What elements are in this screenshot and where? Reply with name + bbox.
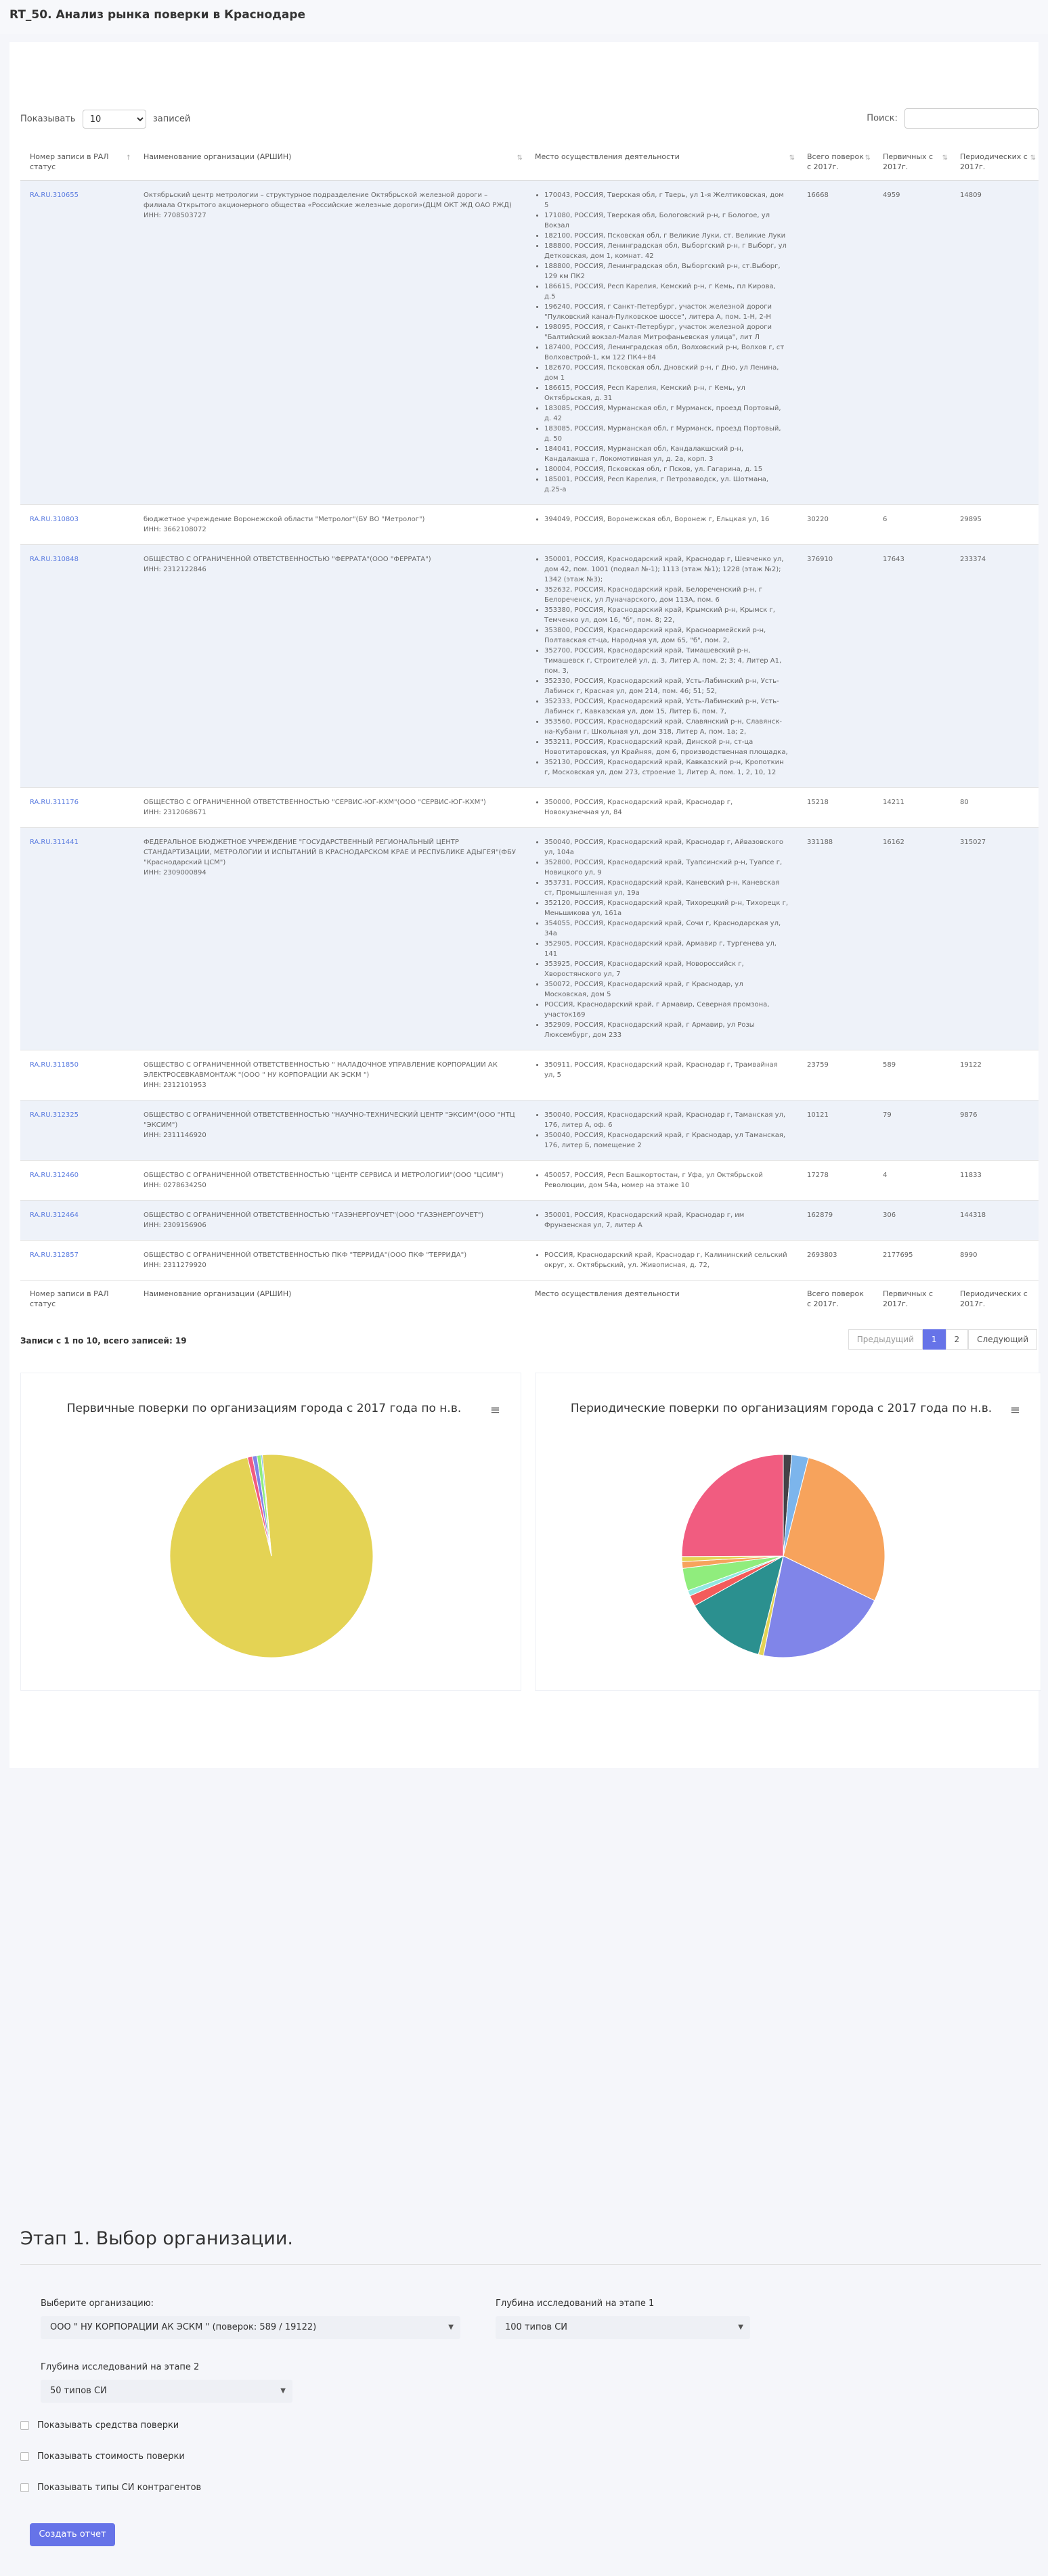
data-table — [20, 143, 1039, 1317]
org-cell — [134, 828, 525, 1050]
place-item: • 350072, РОССИЯ, Краснодарский край, г Краснодар, ул Московская, дом 5 — [544, 979, 788, 1000]
record-cell — [20, 505, 134, 545]
caret-down-icon: ▼ — [738, 2324, 743, 2331]
total-cell: 23759 — [798, 1050, 873, 1101]
org-cell — [134, 181, 525, 505]
place-item: • 187400, РОССИЯ, Ленинградская обл, Волховский р-н, Волхов г, ст Волховстрой-1, км 122 ПК4+84 — [544, 342, 788, 363]
record-cell — [20, 1101, 134, 1161]
place-cell — [525, 181, 798, 505]
place-item: • 350001, РОССИЯ, Краснодарский край, Краснодар г, им Фрунзенская ул, 7, литер А — [544, 1210, 788, 1230]
org-inn: ИНН: 2312101953 — [144, 1082, 206, 1089]
primary-cell: 6 — [873, 505, 951, 545]
col-header-record[interactable]: Номер записи в РАЛ статус ↑ — [20, 143, 134, 181]
place-item: • 186615, РОССИЯ, Респ Карелия, Кемский р-н, г Кемь, ул Октябрьская, д. 31 — [544, 383, 788, 403]
show-types-checkbox[interactable] — [20, 2483, 201, 2493]
total-cell: 15218 — [798, 788, 873, 828]
record-link[interactable]: RA.RU.310655 — [30, 192, 79, 199]
chart-title: Периодические поверки по организациям города с 2017 года по н.в. — [570, 1402, 992, 1415]
primary-cell: 16162 — [873, 828, 951, 1050]
depth2-select[interactable] — [41, 2380, 292, 2403]
periodic-cell: 9876 — [951, 1101, 1039, 1161]
depth2-select-value: 50 типов СИ — [50, 2386, 107, 2396]
checkbox-icon — [20, 2421, 29, 2430]
place-item: • 184041, РОССИЯ, Мурманская обл, Кандалакшский р-н, Кандалакша г, Локомотивная ул, д. 2а, корп. 3 — [544, 444, 788, 464]
record-cell — [20, 788, 134, 828]
place-list — [535, 190, 788, 495]
next-page-button[interactable]: Следующий — [968, 1329, 1037, 1350]
place-item: • 352800, РОССИЯ, Краснодарский край, Туапсинский р-н, Туапсе г, Новицкого ул, 9 — [544, 858, 788, 878]
checkbox-label: Показывать типы СИ контрагентов — [37, 2483, 202, 2493]
primary-cell: 2177695 — [873, 1241, 951, 1281]
primary-cell: 589 — [873, 1050, 951, 1101]
org-inn: ИНН: 7708503727 — [144, 212, 206, 219]
org-cell — [134, 1101, 525, 1161]
org-name: ОБЩЕСТВО С ОГРАНИЧЕННОЙ ОТВЕТСТВЕННОСТЬЮ "ФЕРРАТА"(ООО "ФЕРРАТА") — [144, 556, 431, 563]
record-cell — [20, 545, 134, 788]
checkbox-icon — [20, 2483, 29, 2492]
total-cell: 10121 — [798, 1101, 873, 1161]
org-name: ОБЩЕСТВО С ОГРАНИЧЕННОЙ ОТВЕТСТВЕННОСТЬЮ "ЦЕНТР СЕРВИСА И МЕТРОЛОГИИ"(ООО "ЦСИМ") — [144, 1172, 504, 1179]
place-item: • 354055, РОССИЯ, Краснодарский край, Сочи г, Краснодарская ул, 34а — [544, 918, 788, 939]
place-item: • 352120, РОССИЯ, Краснодарский край, Тихорецкий р-н, Тихорецк г, Меньшикова ул, 161а — [544, 898, 788, 918]
sort-icon: ⇅ — [942, 154, 948, 162]
org-inn: ИНН: 2309000894 — [144, 869, 206, 876]
col-footer-org: Наименование организации (АРШИН) — [134, 1281, 525, 1318]
place-list — [535, 1210, 788, 1230]
periodic-cell: 29895 — [951, 505, 1039, 545]
place-item: • 170043, РОССИЯ, Тверская обл, г Тверь, ул 1-я Желтиковская, дом 5 — [544, 190, 788, 210]
col-footer-total: Всего поверок с 2017г. — [798, 1281, 873, 1318]
primary-cell: 79 — [873, 1101, 951, 1161]
col-footer-primary: Первичных с 2017г. — [873, 1281, 951, 1318]
periodic-cell: 233374 — [951, 545, 1039, 788]
place-list — [535, 554, 788, 778]
place-cell — [525, 788, 798, 828]
divider — [20, 2264, 1041, 2265]
total-cell: 30220 — [798, 505, 873, 545]
show-tools-checkbox[interactable] — [20, 2420, 179, 2430]
place-cell — [525, 545, 798, 788]
col-footer-record: Номер записи в РАЛ статус — [20, 1281, 134, 1318]
search-control — [867, 108, 1039, 129]
sort-icon: ⇅ — [865, 154, 871, 162]
place-item: • 185001, РОССИЯ, Респ Карелия, г Петрозаводск, ул. Шотмана, д.25-а — [544, 474, 788, 495]
primary-cell: 4 — [873, 1161, 951, 1201]
table-row — [20, 788, 1039, 828]
caret-down-icon: ▼ — [280, 2387, 286, 2395]
table-row — [20, 545, 1039, 788]
place-item: • 353800, РОССИЯ, Краснодарский край, Красноармейский р-н, Полтавская ст-ца, Народная ул, дом 65, "б", пом. 2, — [544, 625, 788, 646]
place-item: • 188800, РОССИЯ, Ленинградская обл, Выборгский р-н, ст.Выборг, 129 км ПК2 — [544, 261, 788, 282]
col-footer-periodic: Периодических с 2017г. — [951, 1281, 1039, 1318]
place-item: • 352333, РОССИЯ, Краснодарский край, Усть-Лабинский р-н, Усть-Лабинск г, Кавказская ул, дом 15, Литер Б, пом. 7, — [544, 696, 788, 717]
total-cell: 331188 — [798, 828, 873, 1050]
org-name: бюджетное учреждение Воронежской области "Метролог"(БУ ВО "Метролог") — [144, 516, 425, 523]
place-item: • 171080, РОССИЯ, Тверская обл, Бологовский р-н, г Бологое, ул Вокзал — [544, 210, 788, 231]
org-name: ОБЩЕСТВО С ОГРАНИЧЕННОЙ ОТВЕТСТВЕННОСТЬЮ "ГАЗЭНЕРГОУЧЕТ"(ООО "ГАЗЭНЕРГОУЧЕТ") — [144, 1212, 484, 1219]
primary-cell: 17643 — [873, 545, 951, 788]
org-inn: ИНН: 2312122846 — [144, 566, 206, 573]
pie-svg — [536, 1373, 1042, 1691]
stage-title: Этап 1. Выбор организации. — [20, 2228, 293, 2249]
record-cell — [20, 1201, 134, 1241]
place-item: • 188800, РОССИЯ, Ленинградская обл, Выборгский р-н, г Выборг, ул Детковская, дом 1, комнат. 42 — [544, 241, 788, 261]
table-row — [20, 1161, 1039, 1201]
place-item: • 183085, РОССИЯ, Мурманская обл, г Мурманск, проезд Портовый, д. 50 — [544, 424, 788, 444]
org-name: ОБЩЕСТВО С ОГРАНИЧЕННОЙ ОТВЕТСТВЕННОСТЬЮ "СЕРВИС-ЮГ-КХМ"(ООО "СЕРВИС-ЮГ-КХМ") — [144, 799, 486, 806]
length-label: Показывать — [20, 114, 76, 125]
table-row — [20, 1050, 1039, 1101]
record-link[interactable]: RA.RU.311850 — [30, 1061, 79, 1069]
table-header-row — [20, 143, 1039, 181]
record-link[interactable]: RA.RU.311176 — [30, 799, 79, 806]
org-label: Выберите организацию: — [41, 2299, 154, 2309]
depth1-select[interactable] — [496, 2316, 750, 2339]
place-item: • 353380, РОССИЯ, Краснодарский край, Крымский р-н, Крымск г, Темченко ул, дом 16, "б", пом. 8; 22, — [544, 605, 788, 625]
org-inn: ИНН: 2311146920 — [144, 1132, 206, 1139]
total-cell: 162879 — [798, 1201, 873, 1241]
place-cell — [525, 1050, 798, 1101]
record-cell — [20, 828, 134, 1050]
checkbox-icon — [20, 2452, 29, 2461]
length-select[interactable] — [83, 110, 146, 129]
show-cost-checkbox[interactable] — [20, 2451, 185, 2462]
place-item: • 183085, РОССИЯ, Мурманская обл, г Мурманск, проезд Портовый, д. 42 — [544, 403, 788, 424]
length-suffix: записей — [152, 114, 191, 125]
sort-icon: ↑ — [125, 154, 131, 162]
search-input[interactable] — [904, 108, 1039, 129]
record-cell — [20, 1241, 134, 1281]
place-list — [535, 837, 788, 1040]
place-item: • 186615, РОССИЯ, Респ Карелия, Кемский р-н, г Кемь, пл Кирова, д.5 — [544, 282, 788, 302]
place-item: • 350911, РОССИЯ, Краснодарский край, Краснодар г, Трамвайная ул, 5 — [544, 1060, 788, 1080]
org-inn: ИНН: 0278634250 — [144, 1182, 206, 1189]
org-inn: ИНН: 2311279920 — [144, 1262, 206, 1269]
record-cell — [20, 181, 134, 505]
total-cell: 16668 — [798, 181, 873, 505]
place-item: • 196240, РОССИЯ, г Санкт-Петербург, участок железной дороги "Пулковский канал-Пулковское шоссе", литера А, пом. 1-Н, 2-Н — [544, 302, 788, 322]
periodic-cell: 8990 — [951, 1241, 1039, 1281]
create-report-button[interactable]: Создать отчет — [30, 2523, 115, 2546]
place-item: • 352330, РОССИЯ, Краснодарский край, Усть-Лабинский р-н, Усть-Лабинск г, Красная ул, дом 214, пом. 46; 51; 52, — [544, 676, 788, 696]
periodic-cell: 11833 — [951, 1161, 1039, 1201]
org-cell — [134, 1201, 525, 1241]
org-inn: ИНН: 2309156906 — [144, 1222, 206, 1229]
table-row — [20, 828, 1039, 1050]
place-item: • РОССИЯ, Краснодарский край, Краснодар г, Калининский сельский округ, х. Октябрьский, ул. Живописная, д. 72, — [544, 1250, 788, 1270]
place-item: • 350040, РОССИЯ, Краснодарский край, Краснодар г, Айвазовского ул, 104а — [544, 837, 788, 858]
org-name: Октябрьский центр метрологии – структурное подразделение Октябрьской железной дороги – филиала Открытого акционерного общества «Российские железные дороги»(ДЦМ ОКТ ЖД ОАО РЖД) — [144, 192, 512, 209]
total-cell: 17278 — [798, 1161, 873, 1201]
pie-slice-11[interactable] — [682, 1454, 783, 1557]
col-footer-place: Место осуществления деятельности — [525, 1281, 798, 1318]
place-item: • 353211, РОССИЯ, Краснодарский край, Динской р-н, ст-ца Новотитаровская, ул Крайняя, дом 6, производственная площадка, — [544, 737, 788, 757]
table-row — [20, 1241, 1039, 1281]
primary-cell: 4959 — [873, 181, 951, 505]
table-info: Записи с 1 по 10, всего записей: 19 — [20, 1336, 187, 1346]
org-cell — [134, 1050, 525, 1101]
table-row — [20, 181, 1039, 505]
checkbox-label: Показывать средства поверки — [37, 2420, 179, 2430]
page-1-button[interactable]: 1 — [923, 1329, 946, 1350]
place-cell — [525, 1241, 798, 1281]
org-select[interactable] — [41, 2316, 460, 2339]
place-item: • 350001, РОССИЯ, Краснодарский край, Краснодар г, Шевченко ул, дом 42, пом. 1001 (подвал №-1); 1113 (этаж №1); 1228 (этаж №2); 1342 (этаж №3); — [544, 554, 788, 585]
periodic-pie-chart — [535, 1373, 1041, 1691]
checkbox-label: Показывать стоимость поверки — [37, 2451, 185, 2462]
place-list — [535, 1170, 788, 1191]
org-cell — [134, 545, 525, 788]
depth1-select-value: 100 типов СИ — [505, 2322, 568, 2332]
periodic-cell: 80 — [951, 788, 1039, 828]
org-cell — [134, 505, 525, 545]
record-cell — [20, 1050, 134, 1101]
chart-title: Первичные поверки по организациям города с 2017 года по н.в. — [66, 1402, 462, 1415]
sort-icon: ⇅ — [789, 154, 795, 162]
place-item: • 353560, РОССИЯ, Краснодарский край, Славянский р-н, Славянск-на-Кубани г, Школьная ул, дом 318, Литер А, пом. 1а; 2, — [544, 717, 788, 737]
place-cell — [525, 1101, 798, 1161]
total-cell: 376910 — [798, 545, 873, 788]
col-header-place[interactable]: Место осуществления деятельности ⇅ — [525, 143, 798, 181]
col-header-periodic[interactable]: Периодических с 2017г. ⇅ — [951, 143, 1039, 181]
place-item: • 352130, РОССИЯ, Краснодарский край, Кавказский р-н, Кропоткин г, Московская ул, дом 273, строение 1, Литер А, пом. 1, 2, 10, 12 — [544, 757, 788, 778]
record-cell — [20, 1161, 134, 1201]
sort-icon: ⇅ — [517, 154, 523, 162]
place-list — [535, 1060, 788, 1080]
record-link[interactable]: RA.RU.312464 — [30, 1212, 79, 1219]
primary-cell: 306 — [873, 1201, 951, 1241]
sort-icon: ⇅ — [1030, 154, 1036, 162]
col-header-total[interactable]: Всего поверок с 2017г. ⇅ — [798, 143, 873, 181]
col-header-primary[interactable]: Первичных с 2017г. ⇅ — [873, 143, 951, 181]
search-label: Поиск: — [867, 113, 898, 124]
org-name: ОБЩЕСТВО С ОГРАНИЧЕННОЙ ОТВЕТСТВЕННОСТЬЮ ПКФ "ТЕРРИДА"(ООО ПКФ "ТЕРРИДА") — [144, 1251, 467, 1259]
table-footer-row — [20, 1281, 1039, 1318]
place-list — [535, 514, 788, 525]
place-item: • 198095, РОССИЯ, г Санкт-Петербург, участок железной дороги "Балтийский вокзал-Малая Митрофаньевская улица", лит Л — [544, 322, 788, 342]
primary-pie-chart — [20, 1373, 521, 1691]
place-item: • 350040, РОССИЯ, Краснодарский край, г Краснодар, ул Таманская, 176, литер Б, помещение 2 — [544, 1130, 788, 1151]
chart-menu-icon[interactable]: ≡ — [489, 1403, 500, 1417]
caret-down-icon: ▼ — [448, 2324, 454, 2331]
org-name: ФЕДЕРАЛЬНОЕ БЮДЖЕТНОЕ УЧРЕЖДЕНИЕ "ГОСУДАРСТВЕННЫЙ РЕГИОНАЛЬНЫЙ ЦЕНТР СТАНДАРТИЗАЦИИ, МЕТРОЛОГИИ И ИСПЫТАНИЙ В КРАСНОДАРСКОМ КРАЕ И РЕСПУБЛИКЕ АДЫГЕЯ"(ФБУ "Краснодарский ЦСМ") — [144, 839, 516, 866]
place-item: • 350040, РОССИЯ, Краснодарский край, Краснодар г, Таманская ул, 176, литер А, оф. 6 — [544, 1110, 788, 1130]
place-item: • РОССИЯ, Краснодарский край, г Армавир, Северная промзона, участок169 — [544, 1000, 788, 1020]
org-inn: ИНН: 2312068671 — [144, 809, 206, 816]
place-cell — [525, 505, 798, 545]
col-header-org[interactable]: Наименование организации (АРШИН) ⇅ — [134, 143, 525, 181]
record-link[interactable]: RA.RU.312857 — [30, 1251, 79, 1259]
org-inn: ИНН: 3662108072 — [144, 526, 206, 533]
org-cell — [134, 1241, 525, 1281]
table-row — [20, 505, 1039, 545]
place-item: • 352905, РОССИЯ, Краснодарский край, Армавир г, Тургенева ул, 141 — [544, 939, 788, 959]
periodic-cell: 14809 — [951, 181, 1039, 505]
place-cell — [525, 1161, 798, 1201]
place-list — [535, 797, 788, 818]
place-item: • 394049, РОССИЯ, Воронежская обл, Воронеж г, Ельцкая ул, 16 — [544, 514, 788, 525]
length-control — [20, 110, 190, 129]
place-list — [535, 1250, 788, 1270]
place-item: • 450057, РОССИЯ, Респ Башкортостан, г Уфа, ул Октябрьской Революции, дом 54а, номер на этаже 10 — [544, 1170, 788, 1191]
place-list — [535, 1110, 788, 1151]
page-2-button[interactable]: 2 — [946, 1329, 969, 1350]
record-link[interactable]: RA.RU.312460 — [30, 1172, 79, 1179]
periodic-cell: 144318 — [951, 1201, 1039, 1241]
place-item: • 352700, РОССИЯ, Краснодарский край, Тимашевский р-н, Тимашевск г, Строителей ул, д. 3, Литер А, пом. 2; 3; 4, Литер А1, пом. 3, — [544, 646, 788, 676]
record-link[interactable]: RA.RU.310848 — [30, 556, 79, 563]
primary-cell: 14211 — [873, 788, 951, 828]
org-cell — [134, 788, 525, 828]
depth1-label: Глубина исследований на этапе 1 — [496, 2299, 655, 2309]
record-link[interactable]: RA.RU.310803 — [30, 516, 79, 523]
org-select-value: ООО " НУ КОРПОРАЦИИ АК ЭСКМ " (поверок: 589 / 19122) — [50, 2322, 317, 2332]
place-item: • 352909, РОССИЯ, Краснодарский край, г Армавир, ул Розы Люксембург, дом 233 — [544, 1020, 788, 1040]
place-item: • 182670, РОССИЯ, Псковская обл, Дновский р-н, г Дно, ул Ленина, дом 1 — [544, 363, 788, 383]
org-name: ОБЩЕСТВО С ОГРАНИЧЕННОЙ ОТВЕТСТВЕННОСТЬЮ "НАУЧНО-ТЕХНИЧЕСКИЙ ЦЕНТР "ЭКСИМ"(ООО "НТЦ "ЭКСИМ") — [144, 1111, 515, 1129]
table-row — [20, 1101, 1039, 1161]
place-item: • 353925, РОССИЯ, Краснодарский край, Новороссийск г, Хворостянского ул, 7 — [544, 959, 788, 979]
page-title: RT_50. Анализ рынка поверки в Краснодаре — [0, 0, 1048, 34]
prev-page-button[interactable]: Предыдущий — [848, 1329, 923, 1350]
periodic-cell: 315027 — [951, 828, 1039, 1050]
total-cell: 2693803 — [798, 1241, 873, 1281]
depth2-label: Глубина исследований на этапе 2 — [41, 2362, 200, 2372]
table-row — [20, 1201, 1039, 1241]
record-link[interactable]: RA.RU.312325 — [30, 1111, 79, 1119]
pie-svg — [21, 1373, 522, 1691]
place-item: • 353731, РОССИЯ, Краснодарский край, Каневский р-н, Каневская ст, Промышленная ул, 19а — [544, 878, 788, 898]
pagination — [848, 1329, 1037, 1350]
place-cell — [525, 828, 798, 1050]
place-item: • 182100, РОССИЯ, Псковская обл, г Великие Луки, ст. Великие Луки — [544, 231, 788, 241]
place-item: • 350000, РОССИЯ, Краснодарский край, Краснодар г, Новокузнечная ул, 84 — [544, 797, 788, 818]
org-name: ОБЩЕСТВО С ОГРАНИЧЕННОЙ ОТВЕТСТВЕННОСТЬЮ " НАЛАДОЧНОЕ УПРАВЛЕНИЕ КОРПОРАЦИИ АК ЭЛЕКТРОСЕВКАВМОНТАЖ "(ООО " НУ КОРПОРАЦИИ АК ЭСКМ ") — [144, 1061, 498, 1079]
chart-menu-icon[interactable]: ≡ — [1009, 1403, 1020, 1417]
place-item: • 352632, РОССИЯ, Краснодарский край, Белореченский р-н, г Белореченск, ул Луначарского, дом 113А, пом. 6 — [544, 585, 788, 605]
place-item: • 180004, РОССИЯ, Псковская обл, г Псков, ул. Гагарина, д. 15 — [544, 464, 788, 474]
place-cell — [525, 1201, 798, 1241]
periodic-cell: 19122 — [951, 1050, 1039, 1101]
org-cell — [134, 1161, 525, 1201]
record-link[interactable]: RA.RU.311441 — [30, 839, 79, 846]
